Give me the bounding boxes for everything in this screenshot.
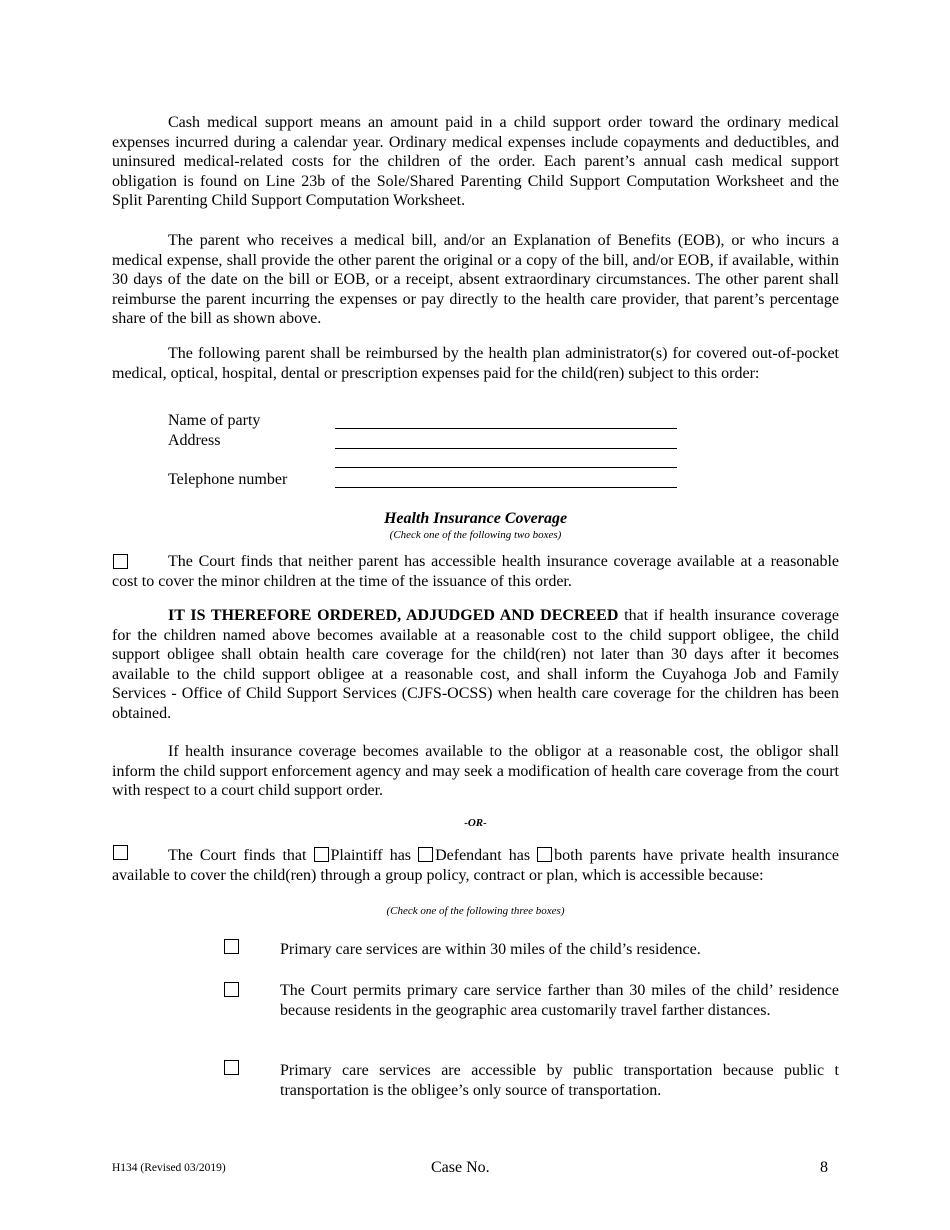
name-of-party-label: Name of party [168, 412, 261, 429]
reimbursement-paragraph: The following parent shall be reimbursed by the health plan administrator(s) for covered out-of-pocket medical, optical, hospital, dental or prescription expenses paid for the child(ren) subject to this order: [112, 345, 839, 382]
check-three-note: (Check one of the following three boxes) [386, 905, 565, 917]
ordered-bold-text: IT IS THEREFORE ORDERED, ADJUDGED AND DECREED [168, 607, 619, 624]
option-within-30-miles-checkbox[interactable] [224, 939, 239, 954]
plaintiff-text: Plaintiff has [330, 847, 419, 864]
option-public-transport-checkbox[interactable] [224, 1060, 239, 1075]
address-field-line-2[interactable] [335, 467, 677, 468]
name-of-party-field[interactable] [335, 428, 677, 429]
defendant-checkbox[interactable] [418, 847, 433, 862]
ordered-paragraph [112, 606, 839, 724]
telephone-label: Telephone number [168, 471, 288, 488]
health-insurance-heading: Health Insurance Coverage [383, 510, 568, 527]
court-finds-text: The Court finds that [168, 847, 314, 864]
page-number: 8 [820, 1159, 828, 1176]
plaintiff-checkbox[interactable] [314, 847, 329, 862]
address-field-line-1[interactable] [335, 448, 677, 449]
form-identifier: H134 (Revised 03/2019) [112, 1162, 226, 1174]
defendant-text: Defendant has [435, 847, 538, 864]
medical-bill-paragraph: The parent who receives a medical bill, and/or an Explanation of Benefits (EOB), or who incurs a medical expense, shall provide the other parent the original or a copy of the bill, and/or EOB, if available, within 30 days of the date on the bill or EOB, or a receipt, absent extraordinary circumstances. The other parent shall reimburse the parent incurring the expenses or pay directly to the health care provider, that parent’s percentage share of the bill as shown above. [112, 232, 839, 328]
case-number-label: Case No. [431, 1159, 490, 1176]
private-insurance-paragraph [112, 846, 839, 885]
both-parents-checkbox[interactable] [537, 847, 552, 862]
check-two-note: (Check one of the following two boxes) [389, 529, 562, 541]
option-public-transport-text: Primary care services are accessible by public transportation because public t transportation is the obligee’s only source of transportation. [280, 1062, 839, 1099]
option-farther-distance-text: The Court permits primary care service farther than 30 miles of the child’ residence because residents in the geographic area customarily travel farther distances. [280, 982, 839, 1019]
telephone-field[interactable] [335, 487, 677, 488]
cash-medical-paragraph: Cash medical support means an amount paid in a child support order toward the ordinary medical expenses incurred during a calendar year. Ordinary medical expenses include copayments and deductibles, and uninsured medical-related costs for the children of the order. Each parent’s annual cash medical support obligation is found on Line 23b of the Sole/Shared Parenting Child Support Computation Worksheet and the Split Parenting Child Support Computation Worksheet. [112, 114, 839, 210]
obligor-paragraph: If health insurance coverage becomes available to the obligor at a reasonable cost, the obligor shall inform the child support enforcement agency and may seek a modification of health care coverage from the court with respect to a court child support order. [112, 743, 839, 800]
or-separator: -OR- [464, 817, 487, 829]
ordered-rest-text: that if health insurance coverage for the children named above becomes available at a reasonable cost to the child support obligee, the child support obligee shall obtain health care coverage for the child(ren) not later than 30 days after it becomes available to the child support obligee at a reasonable cost, and shall inform the Cuyahoga Job and Family Services - Office of Child Support Services (CJFS-OCSS) when health care coverage for the children has been obtained. [112, 607, 839, 722]
no-coverage-paragraph: The Court finds that neither parent has accessible health insurance coverage available at a reasonable cost to cover the minor children at the time of the issuance of this order. [112, 553, 839, 590]
option-farther-distance-checkbox[interactable] [224, 982, 239, 997]
address-label: Address [168, 432, 221, 449]
both-parents-text: both parents have private health insurance available to cover the child(ren) through a group policy, contract or plan, which is accessible because: [112, 847, 840, 884]
option-within-30-miles-text: Primary care services are within 30 miles of the child’s residence. [280, 941, 701, 958]
